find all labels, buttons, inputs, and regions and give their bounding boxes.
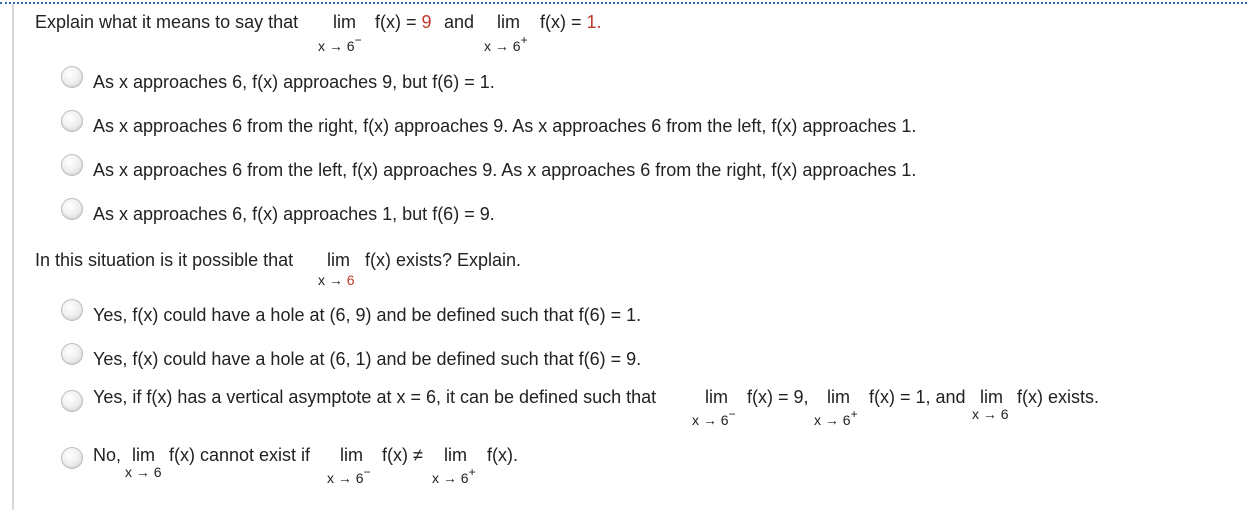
q1-option-1-radio[interactable]	[61, 66, 83, 88]
q2-option-4-lim3-sub: x → 6+	[432, 465, 476, 486]
q1-option-2-radio[interactable]	[61, 110, 83, 132]
q2-option-3-lim1-sub: x → 6−	[692, 407, 736, 428]
top-dotted-border	[0, 2, 1247, 4]
q2-option-3-lim2-sub: x → 6+	[814, 407, 858, 428]
q1-lim1-sub: x → 6−	[318, 33, 362, 54]
q2-option-4-lim1-fx: f(x) cannot exist if	[169, 445, 311, 465]
q1-option-3-label[interactable]: As x approaches 6 from the left, f(x) approaches 9. As x approaches 6 from the right, f(x) approaches 1.	[93, 160, 917, 180]
q2-option-4-radio[interactable]	[61, 447, 83, 469]
q2-lim-sub: x → 6	[318, 272, 355, 288]
q1-lim1-word: lim	[333, 12, 356, 32]
q1-option-2-label[interactable]: As x approaches 6 from the right, f(x) approaches 9. As x approaches 6 from the left, f(x) approaches 1.	[93, 116, 917, 136]
q1-option-1-label[interactable]: As x approaches 6, f(x) approaches 9, but f(6) = 1.	[93, 72, 495, 92]
q2-option-4-lim2-fx: f(x) ≠	[382, 445, 423, 465]
q1-lim1-fx: f(x) = 9	[375, 12, 432, 32]
q1-lim1-value: 9	[421, 12, 432, 32]
q2-prompt-pre: In this situation is it possible that	[35, 250, 294, 270]
q2-option-4-lim2-sub: x → 6−	[327, 465, 371, 486]
q1-option-4-label[interactable]: As x approaches 6, f(x) approaches 1, but f(6) = 9.	[93, 204, 495, 224]
q2-option-3-lim3-sub: x → 6	[972, 406, 1009, 422]
q2-option-1-radio[interactable]	[61, 299, 83, 321]
q2-prompt-post: f(x) exists? Explain.	[365, 250, 522, 270]
q2-option-2-label[interactable]: Yes, f(x) could have a hole at (6, 1) and be defined such that f(6) = 9.	[93, 349, 642, 369]
q1-lim2-word: lim	[497, 12, 520, 32]
q2-option-4-lim3-fx: f(x).	[487, 445, 518, 465]
q2-option-3-pre[interactable]: Yes, if f(x) has a vertical asymptote at x = 6, it can be defined such that	[93, 387, 657, 407]
q1-and: and	[444, 12, 475, 32]
q2-option-3-lim1-word: lim	[705, 387, 728, 407]
q2-option-4-lim1-word: lim	[132, 445, 155, 465]
q2-option-4-pre[interactable]: No,	[93, 445, 122, 465]
q2-option-3-lim2-word: lim	[827, 387, 850, 407]
q2-lim-word: lim	[327, 250, 350, 270]
q2-option-4-lim3-word: lim	[444, 445, 467, 465]
q1-lim2-sub: x → 6+	[484, 33, 528, 54]
q2-option-3-radio[interactable]	[61, 390, 83, 412]
q1-lim2-value: 1.	[586, 12, 602, 32]
q2-option-3-lim3-word: lim	[980, 387, 1003, 407]
left-border	[12, 4, 14, 510]
q2-option-3-lim2-fx: f(x) = 1, and	[869, 387, 966, 407]
q2-option-2-radio[interactable]	[61, 343, 83, 365]
q2-option-4-lim1-sub: x → 6	[125, 464, 162, 480]
q1-option-3-radio[interactable]	[61, 154, 83, 176]
q2-option-3-lim1-fx: f(x) = 9,	[747, 387, 809, 407]
q1-lim2-fx: f(x) = 1.	[540, 12, 602, 32]
q2-option-4-lim2-word: lim	[340, 445, 363, 465]
q1-option-4-radio[interactable]	[61, 198, 83, 220]
q1-prompt: Explain what it means to say that	[35, 12, 299, 32]
q2-option-1-label[interactable]: Yes, f(x) could have a hole at (6, 9) and be defined such that f(6) = 1.	[93, 305, 642, 325]
q2-option-3-lim3-fx: f(x) exists.	[1017, 387, 1100, 407]
